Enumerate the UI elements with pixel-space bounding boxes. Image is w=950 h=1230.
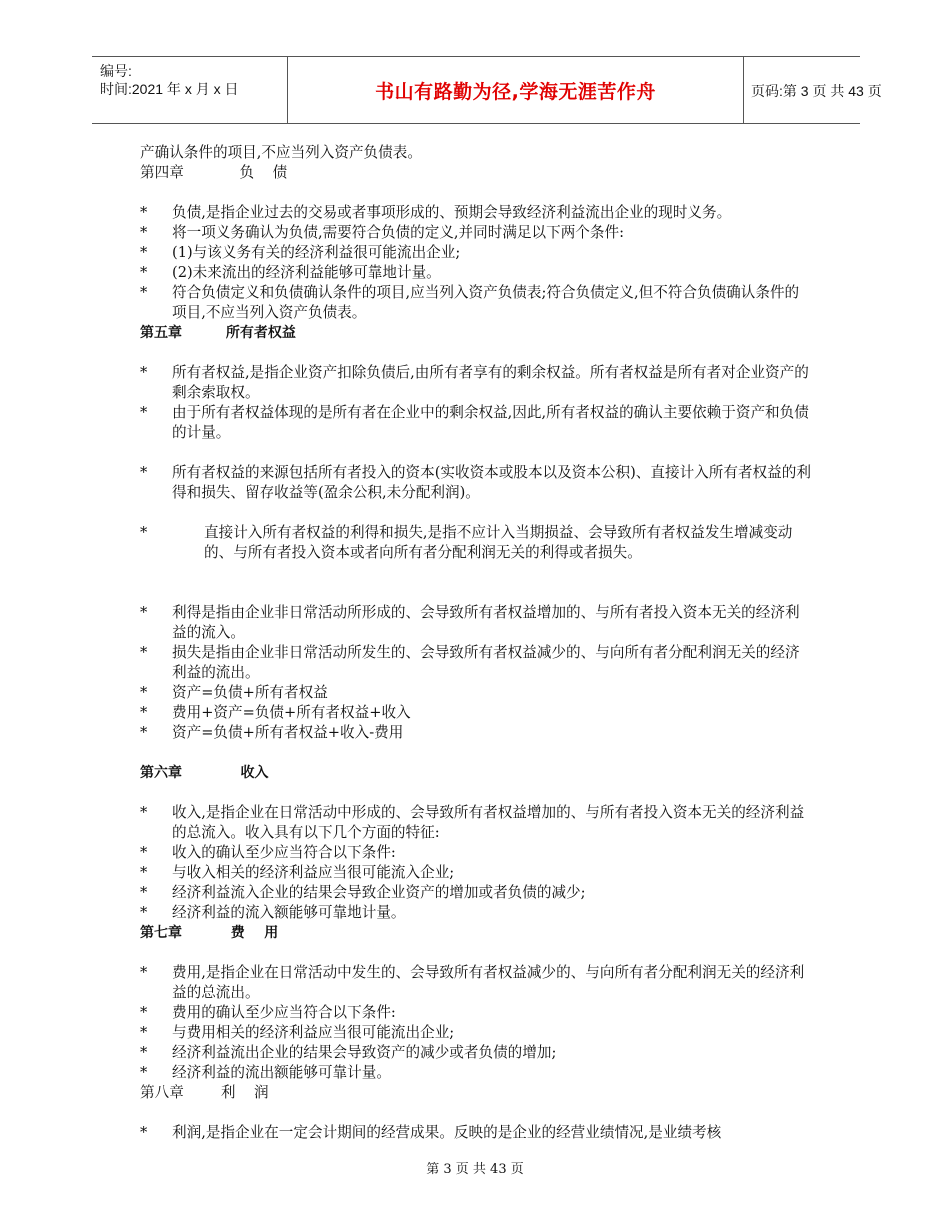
bullet: *	[140, 884, 148, 901]
bullet: *	[140, 244, 148, 261]
bullet: *	[140, 524, 148, 541]
header-motto-cell	[287, 57, 744, 123]
list-item: * 经济利益流入企业的结果会导致企业资产的增加或者负债的减少;	[140, 884, 586, 901]
page-footer: 第 3 页 共 43 页	[426, 1162, 524, 1177]
bullet: *	[140, 204, 148, 221]
list-item: * 与收入相关的经济利益应当很可能流入企业;	[140, 864, 455, 881]
bullet: *	[140, 264, 148, 281]
list-item: * 资产=负债+所有者权益	[140, 684, 328, 701]
list-item: * 经济利益的流出额能够可靠计量。	[140, 1064, 391, 1081]
list-item: * 费用,是指企业在日常活动中发生的、会导致所有者权益减少的、与向所有者分配利润无关的经济利益的总流出。	[140, 964, 805, 1001]
motto-text: 书山有路勤为径,学海无涯苦作舟	[375, 81, 656, 103]
list-item: * 经济利益的流入额能够可靠地计量。	[140, 904, 406, 921]
bullet: *	[140, 464, 148, 481]
bullet: *	[140, 644, 148, 661]
list-item: * 收入的确认至少应当符合以下条件:	[140, 844, 396, 861]
list-item: * 费用的确认至少应当符合以下条件:	[140, 1004, 396, 1021]
list-item: * 将一项义务确认为负债,需要符合负债的定义,并同时满足以下两个条件:	[140, 224, 625, 241]
list-item: * 负债,是指企业过去的交易或者事项形成的、预期会导致经济利益流出企业的现时义务。	[140, 204, 732, 221]
list-item: * 符合负债定义和负债确认条件的项目,应当列入资产负债表;符合负债定义,但不符合负债确认条件的项目,不应当列入资产负债表。	[140, 284, 800, 321]
bullet: *	[140, 404, 148, 421]
bullet: *	[140, 864, 148, 881]
list-item: * 利润,是指企业在一定会计期间的经营成果。反映的是企业的经营业绩情况,是业绩考核	[140, 1124, 722, 1141]
list-item: * (1)与该义务有关的经济利益很可能流出企业;	[140, 244, 461, 261]
bullet: *	[140, 964, 148, 981]
list-item: * 所有者权益,是指企业资产扣除负债后,由所有者享有的剩余权益。所有者权益是所有者对企业资产的剩余索取权。	[140, 364, 809, 401]
bullet: *	[140, 604, 148, 621]
bullet: *	[140, 804, 148, 821]
chapter-7-heading: 第七章 费 用	[140, 925, 279, 941]
chapter-5-heading: 第五章 所有者权益	[140, 325, 296, 341]
list-item: * 所有者权益的来源包括所有者投入的资本(实收资本或股本以及资本公积)、直接计入所有者权益的利得和损失、留存收益等(盈余公积,未分配利润)。	[140, 464, 811, 501]
bullet: *	[140, 284, 148, 301]
page-label: 页码:第 3 页 共 43 页	[751, 83, 882, 99]
chapter-4-heading: 第四章 负 债	[140, 164, 288, 181]
bullet: *	[140, 844, 148, 861]
page-header	[92, 56, 882, 124]
chapter-6-heading: 第六章 收入	[140, 765, 269, 781]
list-item: * 收入,是指企业在日常活动中形成的、会导致所有者权益增加的、与所有者投入资本无关的经济利益的总流入。收入具有以下几个方面的特征:	[140, 804, 805, 841]
list-item: * 利得是指由企业非日常活动所形成的、会导致所有者权益增加的、与所有者投入资本无关的经济利益的流入。	[140, 604, 800, 641]
list-item: * 由于所有者权益体现的是所有者在企业中的剩余权益,因此,所有者权益的确认主要依赖于资产和负债的计量。	[140, 404, 809, 441]
document-body	[140, 143, 812, 1143]
list-item: * 费用+资产=负债+所有者权益+收入	[140, 704, 411, 721]
list-item: * 损失是指由企业非日常活动所发生的、会导致所有者权益减少的、与向所有者分配利润无关的经济利益的流出。	[140, 644, 800, 681]
list-item: * (2)未来流出的经济利益能够可靠地计量。	[140, 264, 441, 281]
chapter-8-heading: 第八章 利 润	[140, 1084, 269, 1101]
bullet: *	[140, 224, 148, 241]
list-item: * 与费用相关的经济利益应当很可能流出企业;	[140, 1024, 455, 1041]
bullet: *	[140, 1024, 148, 1041]
header-meta-cell	[92, 57, 287, 123]
bullet: *	[140, 1064, 148, 1081]
list-item: * 资产=负债+所有者权益+收入-费用	[140, 724, 404, 741]
bullet: *	[140, 724, 148, 741]
bullet: *	[140, 704, 148, 721]
bullet: *	[140, 1044, 148, 1061]
bullet: *	[140, 1124, 148, 1141]
list-item: * 经济利益流出企业的结果会导致资产的减少或者负债的增加;	[140, 1044, 557, 1061]
time-label: 时间:2021 年 x 月 x 日	[100, 81, 239, 97]
bullet: *	[140, 364, 148, 381]
header-page-cell	[743, 57, 882, 123]
bullet: *	[140, 904, 148, 921]
intro-line: 产确认条件的项目,不应当列入资产负债表。	[140, 144, 422, 161]
bullet: *	[140, 684, 148, 701]
bullet: *	[140, 1004, 148, 1021]
code-label: 编号:	[100, 63, 132, 79]
list-item: * 直接计入所有者权益的利得和损失,是指不应计入当期损益、会导致所有者权益发生增减变动的、与所有者投入资本或者向所有者分配利润无关的利得或者损失。	[140, 524, 793, 561]
